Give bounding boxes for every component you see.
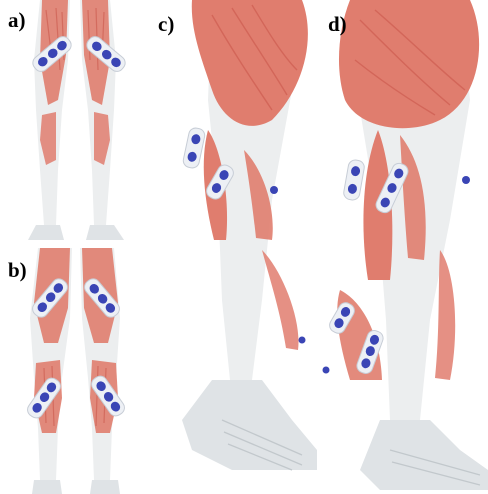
back-legs-illustration <box>0 248 150 494</box>
panel-c-lateral-view <box>152 0 320 494</box>
electrode-dot <box>462 176 470 184</box>
panel-d-lateral-rear-view <box>320 0 488 494</box>
electrode-strip-hamstring-1 <box>343 159 366 201</box>
lateral-rear-leg-illustration <box>320 0 488 494</box>
panel-label-d: d) <box>328 12 347 36</box>
panel-label-c: c) <box>158 12 175 36</box>
right-leg <box>80 0 124 240</box>
panel-b-back-view <box>0 248 150 494</box>
lateral-leg-illustration <box>152 0 320 494</box>
left-leg <box>28 0 70 240</box>
electrode-dot <box>323 367 330 374</box>
electrode-strip-thigh <box>182 127 206 169</box>
electrode-dot <box>299 337 306 344</box>
panel-a-front-view <box>0 0 150 246</box>
panel-label-a: a) <box>8 8 26 32</box>
front-legs-illustration <box>0 0 150 246</box>
electrode-dot <box>270 186 278 194</box>
panel-label-b: b) <box>8 258 27 282</box>
